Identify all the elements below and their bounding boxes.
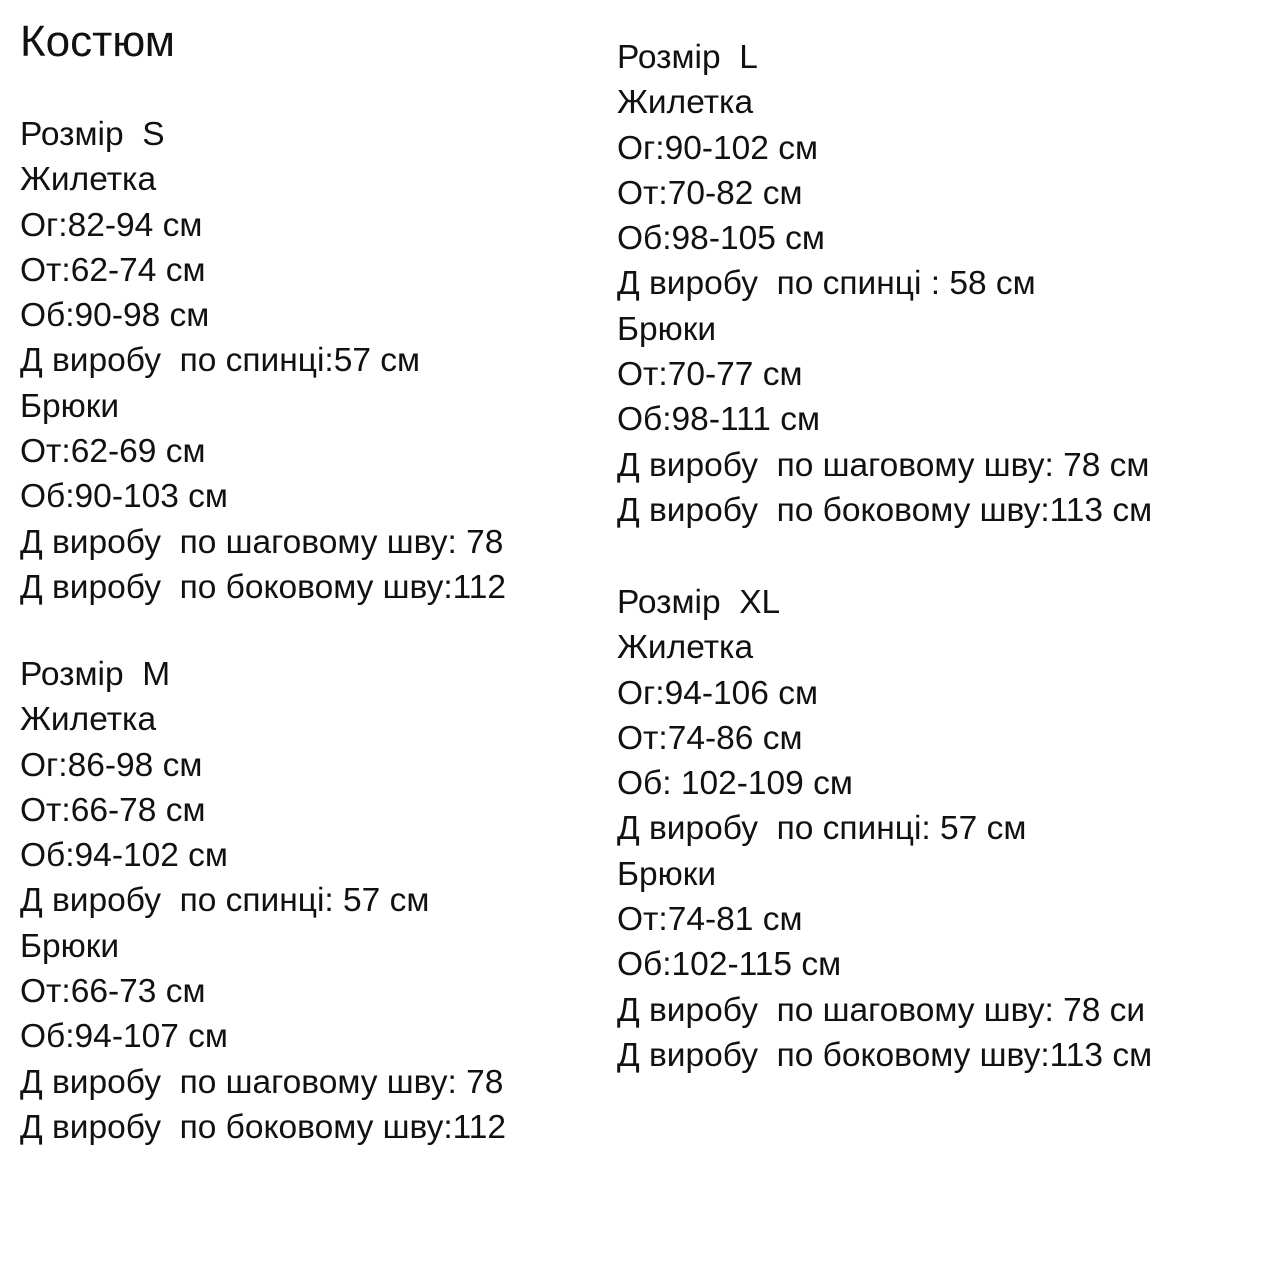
measurement-line: Д виробу по шаговому шву: 78 си [617, 991, 1146, 1029]
measurement-line: Брюки [617, 855, 717, 893]
measurement-line: Жилетка [20, 701, 157, 739]
measurement-line: От:70-77 см [617, 356, 803, 394]
measurement-line: От:74-86 см [617, 719, 803, 757]
measurement-line: От:62-69 см [20, 433, 206, 471]
measurement-line: Об:94-102 см [20, 837, 228, 875]
measurement-line: Ог:86-98 см [20, 746, 203, 784]
measurement-line: От:70-82 см [617, 174, 803, 212]
size-heading: Розмір S [20, 116, 165, 153]
page-title: Костюм [20, 17, 176, 66]
size-heading: Розмір M [20, 656, 171, 693]
measurement-line: Об:102-115 см [617, 946, 842, 984]
measurement-line: Д виробу по спинці: 57 см [20, 882, 430, 920]
measurement-line: Д виробу по боковому шву:113 см [617, 491, 1153, 529]
measurement-line: Брюки [20, 927, 120, 965]
measurement-line: Об:94-107 см [20, 1018, 228, 1056]
measurement-line: Жилетка [617, 629, 754, 667]
measurement-line: Об:98-105 см [617, 220, 825, 258]
measurement-line: Д виробу по шаговому шву: 78 [20, 1063, 504, 1101]
size-heading: Розмір L [617, 39, 758, 76]
measurement-line: Д виробу по спинці: 57 см [617, 810, 1027, 848]
measurement-line: Об:90-98 см [20, 297, 210, 335]
measurement-line: От:62-74 см [20, 251, 206, 289]
size-l-block [617, 35, 1152, 533]
measurement-line: От:66-78 см [20, 791, 206, 829]
measurement-line: Об:98-111 см [617, 401, 820, 439]
measurement-line: Д виробу по боковому шву:113 см [617, 1036, 1153, 1074]
measurement-line: Брюки [20, 387, 120, 425]
size-xl-block [617, 580, 1152, 1078]
measurement-line: Брюки [617, 310, 717, 348]
size-m-block [20, 652, 506, 1150]
size-heading: Розмір XL [617, 584, 781, 621]
measurement-line: Жилетка [20, 161, 157, 199]
measurement-line: От:74-81 см [617, 901, 803, 939]
measurement-line: Д виробу по шаговому шву: 78 см [617, 446, 1150, 484]
measurement-line: Ог:94-106 см [617, 674, 818, 712]
measurement-line: Д виробу по спинці : 58 см [617, 265, 1036, 303]
measurement-line: Д виробу по спинці:57 см [20, 342, 421, 380]
size-s-block [20, 112, 506, 610]
measurement-line: Д виробу по шаговому шву: 78 [20, 523, 504, 561]
measurement-line: Об:90-103 см [20, 478, 228, 516]
measurement-line: От:66-73 см [20, 973, 206, 1011]
measurement-line: Д виробу по боковому шву:112 [20, 1108, 507, 1146]
measurement-line: Жилетка [617, 84, 754, 122]
measurement-line: Об: 102-109 см [617, 765, 853, 803]
measurement-line: Д виробу по боковому шву:112 [20, 568, 507, 606]
measurement-line: Ог:90-102 см [617, 129, 818, 167]
measurement-line: Ог:82-94 см [20, 206, 203, 244]
